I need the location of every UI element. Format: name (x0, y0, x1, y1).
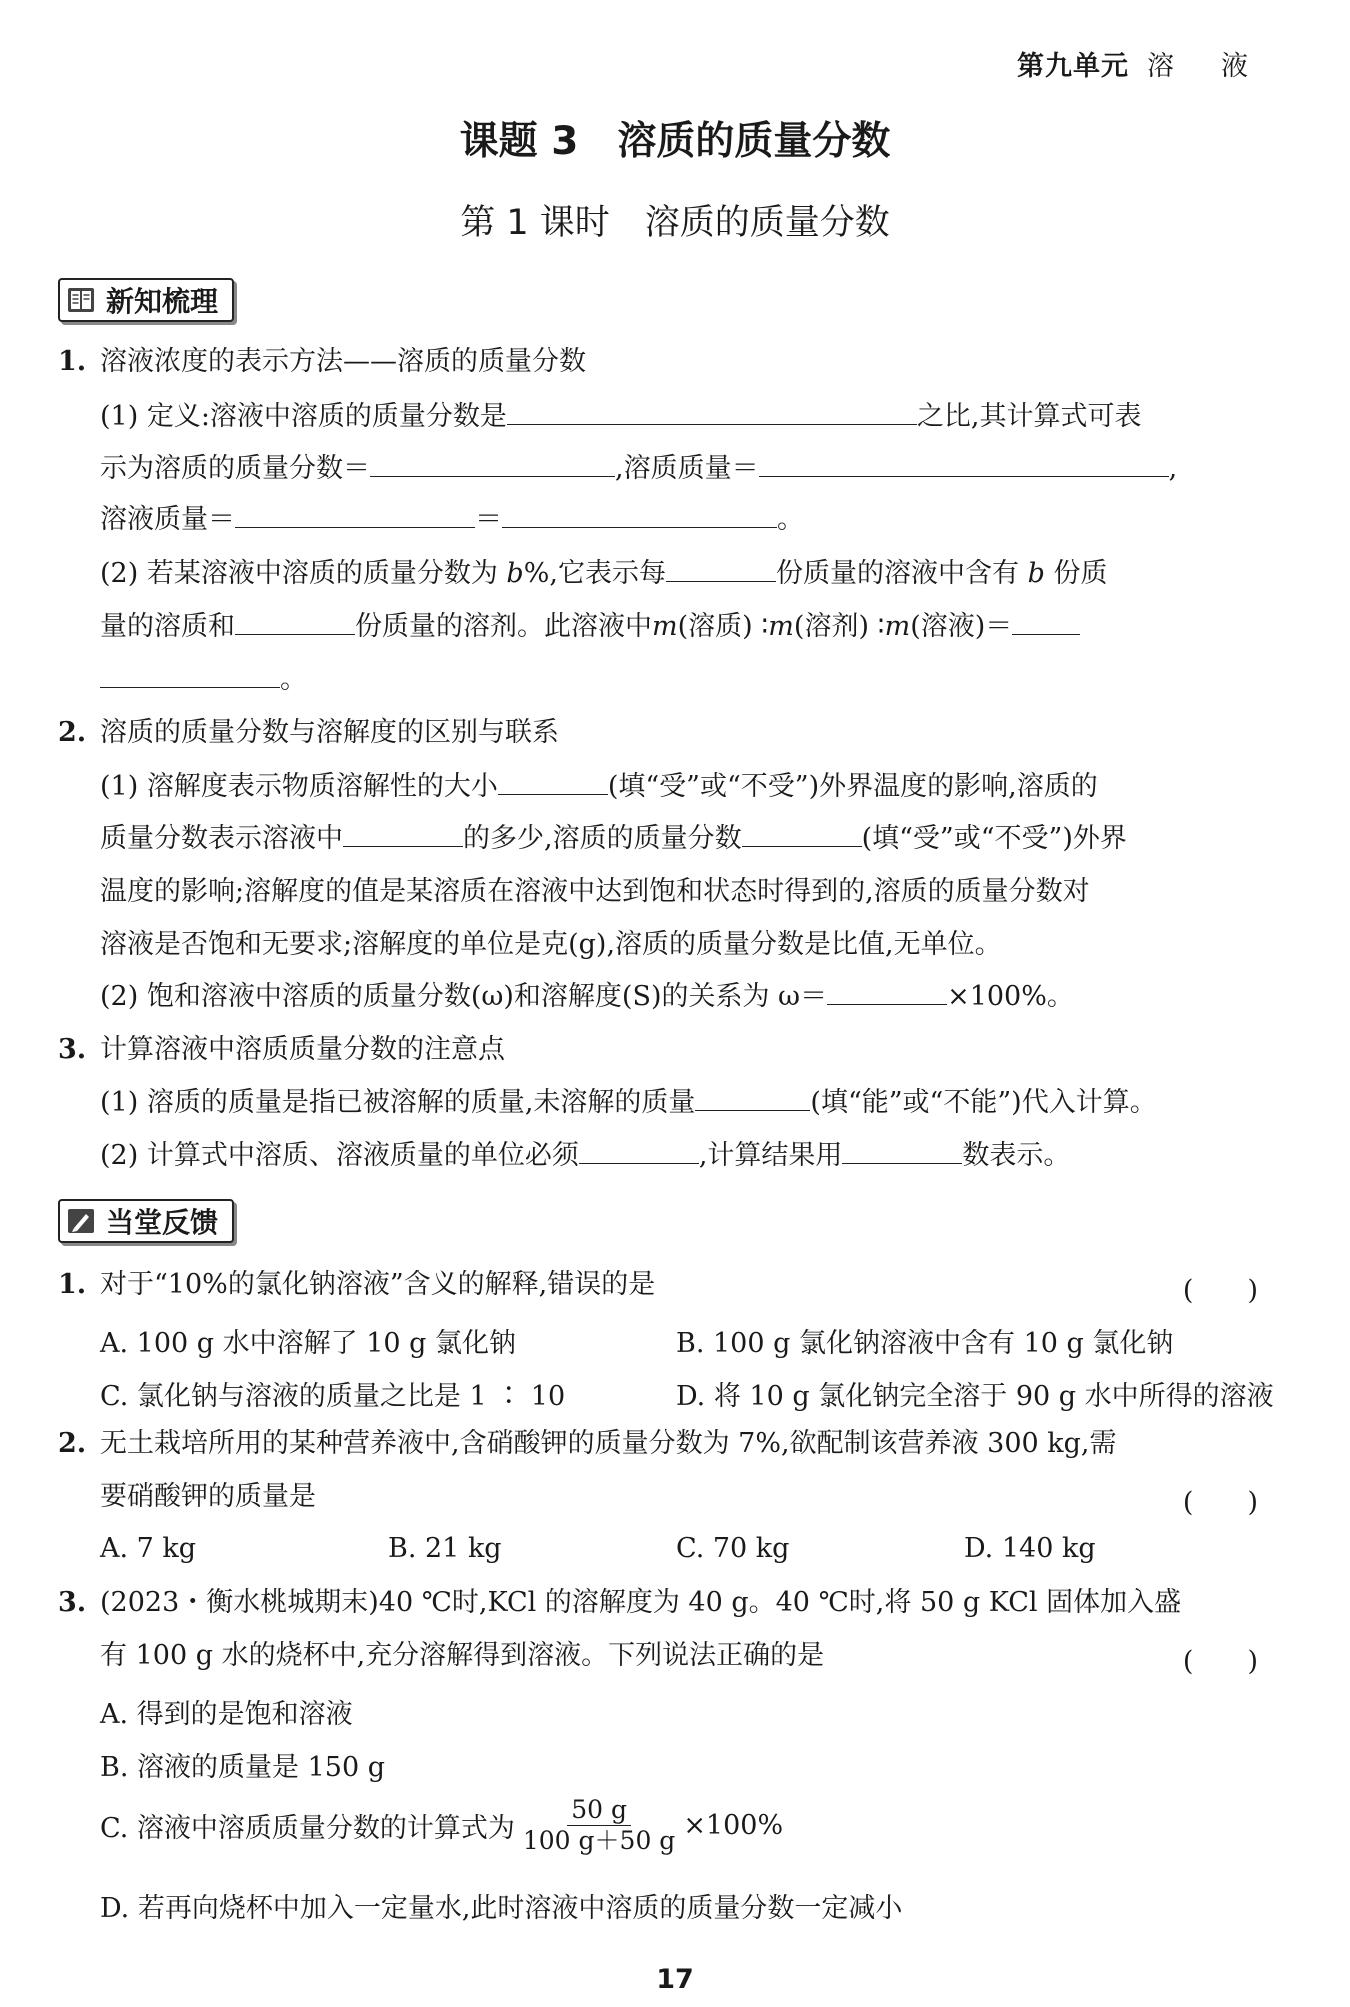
s2-q3-option-b[interactable]: B. 溶液的质量是 150 g (100, 1752, 385, 1783)
s1-q2-1-line1: (1) 溶解度表示物质溶解性的大小 (填“受”或“不受”)外界温度的影响,溶质的 (100, 771, 1098, 802)
answer-blank[interactable] (498, 770, 608, 795)
s2-q2-option-b[interactable]: B. 21 kg (388, 1533, 502, 1564)
answer-blank[interactable] (235, 503, 475, 528)
s1-q2-2: (2) 饱和溶液中溶质的质量分数(ω)和溶解度(S)的关系为 ω＝ ×100%。 (100, 981, 1074, 1012)
running-header (1017, 44, 1258, 83)
section-label: 新知梳理 (106, 285, 219, 318)
s1-q1-1-line1: (1) 定义:溶液中溶质的质量分数是 之比,其计算式可表 (100, 401, 1142, 432)
answer-blank[interactable] (579, 1139, 699, 1164)
s1-q2-1-line3: 温度的影响;溶解度的值是某溶质在溶液中达到饱和状态时得到的,溶质的质量分数对 (100, 876, 1090, 907)
answer-blank[interactable] (507, 400, 917, 425)
answer-blank[interactable] (370, 452, 615, 477)
answer-blank[interactable] (695, 1086, 810, 1111)
section-badge-new-knowledge (58, 278, 234, 322)
s2-q2-option-d[interactable]: D. 140 kg (964, 1533, 1096, 1564)
s1-q1: 1. 溶液浓度的表示方法——溶质的质量分数 (58, 346, 586, 377)
s1-q1-2-line1: (2) 若某溶液中溶质的质量分数为 b%,它表示每 份质量的溶液中含有 b 份质 (100, 558, 1108, 589)
s1-q1-2-line3: 。 (100, 663, 307, 697)
section-badge-class-feedback (58, 1199, 234, 1243)
section-label: 当堂反馈 (106, 1206, 219, 1239)
s2-q3-option-c[interactable]: C. 溶液中溶质质量分数的计算式为 $\frac{50 g}{100 g+50 g}$ ×100% (100, 1795, 784, 1855)
pencil-note-icon (66, 1206, 96, 1236)
s1-q3-1: (1) 溶质的质量是指已被溶解的质量,未溶解的质量 (填“能”或“不能”)代入计算。 (100, 1087, 1157, 1118)
s2-q2-option-a[interactable]: A. 7 kg (100, 1533, 197, 1564)
answer-blank[interactable] (502, 503, 777, 528)
fraction: $\frac{50 g}{100 g+50 g}$ (522, 1795, 676, 1855)
s1-q3: 3. 计算溶液中溶质质量分数的注意点 (58, 1034, 505, 1065)
s1-q1-2-line2: 量的溶质和 份质量的溶剂。此溶液中m(溶质) ∶m(溶剂) ∶m(溶液)＝ (100, 610, 1080, 644)
s1-q1-1-line3: 溶液质量＝ ＝ 。 (100, 504, 804, 535)
answer-blank[interactable] (1012, 610, 1080, 635)
answer-blank[interactable] (100, 663, 280, 688)
s1-q2-1-line2: 质量分数表示溶液中 的多少,溶质的质量分数 (填“受”或“不受”)外界 (100, 823, 1127, 854)
s2-q2-option-c[interactable]: C. 70 kg (676, 1533, 790, 1564)
s2-q1-option-d[interactable]: D. 将 10 g 氯化钠完全溶于 90 g 水中所得的溶液 (676, 1381, 1274, 1412)
s2-q1-option-b[interactable]: B. 100 g 氯化钠溶液中含有 10 g 氯化钠 (676, 1328, 1174, 1359)
lesson-subtitle: 第 1 课时 溶质的质量分数 (460, 203, 890, 243)
s2-q3-line2: 有 100 g 水的烧杯中,充分溶解得到溶液。下列说法正确的是 (100, 1640, 825, 1671)
s1-q2-1-line4: 溶液是否饱和无要求;溶解度的单位是克(g),溶质的质量分数是比值,无单位。 (100, 929, 1002, 960)
answer-parentheses[interactable]: ( ) (1182, 1646, 1258, 1677)
s1-q2: 2. 溶质的质量分数与溶解度的区别与联系 (58, 717, 559, 748)
answer-blank[interactable] (759, 452, 1169, 477)
unit-topic: 溶 液 (1147, 51, 1258, 82)
s2-q1-option-c[interactable]: C. 氯化钠与溶液的质量之比是 1 ∶ 10 (100, 1381, 566, 1412)
s2-q1: 1. 对于“10%的氯化钠溶液”含义的解释,错误的是 (58, 1269, 656, 1300)
answer-blank[interactable] (666, 557, 776, 582)
s2-q3-option-a[interactable]: A. 得到的是饱和溶液 (100, 1699, 353, 1730)
answer-blank[interactable] (827, 980, 947, 1005)
answer-blank[interactable] (742, 822, 862, 847)
answer-parentheses[interactable]: ( ) (1182, 1275, 1258, 1306)
s1-q1-1-line2: 示为溶质的质量分数＝ ,溶质质量＝ , (100, 453, 1178, 484)
s2-q1-option-a[interactable]: A. 100 g 水中溶解了 10 g 氯化钠 (100, 1328, 517, 1359)
lesson-title: 课题 3 溶质的质量分数 (459, 119, 891, 164)
s2-q3-option-d[interactable]: D. 若再向烧杯中加入一定量水,此时溶液中溶质的质量分数一定减小 (100, 1893, 903, 1924)
answer-blank[interactable] (343, 822, 463, 847)
answer-blank[interactable] (235, 610, 355, 635)
s1-q3-2: (2) 计算式中溶质、溶液质量的单位必须 ,计算结果用 数表示。 (100, 1140, 1071, 1171)
s2-q2-line1: 2. 无土栽培所用的某种营养液中,含硝酸钾的质量分数为 7%,欲配制该营养液 300 kg,需 (58, 1428, 1117, 1459)
answer-blank[interactable] (842, 1139, 962, 1164)
s2-q3-line1: 3. (2023・衡水桃城期末)40 ℃时,KCl 的溶解度为 40 g。40 ℃时,将 50 g KCl 固体加入盛 (58, 1587, 1182, 1618)
book-icon (66, 285, 96, 315)
unit-label: 第九单元 (1017, 51, 1129, 82)
answer-parentheses[interactable]: ( ) (1182, 1487, 1258, 1518)
s2-q2-line2: 要硝酸钾的质量是 (100, 1481, 316, 1512)
page-number: 17 (656, 1964, 694, 1995)
